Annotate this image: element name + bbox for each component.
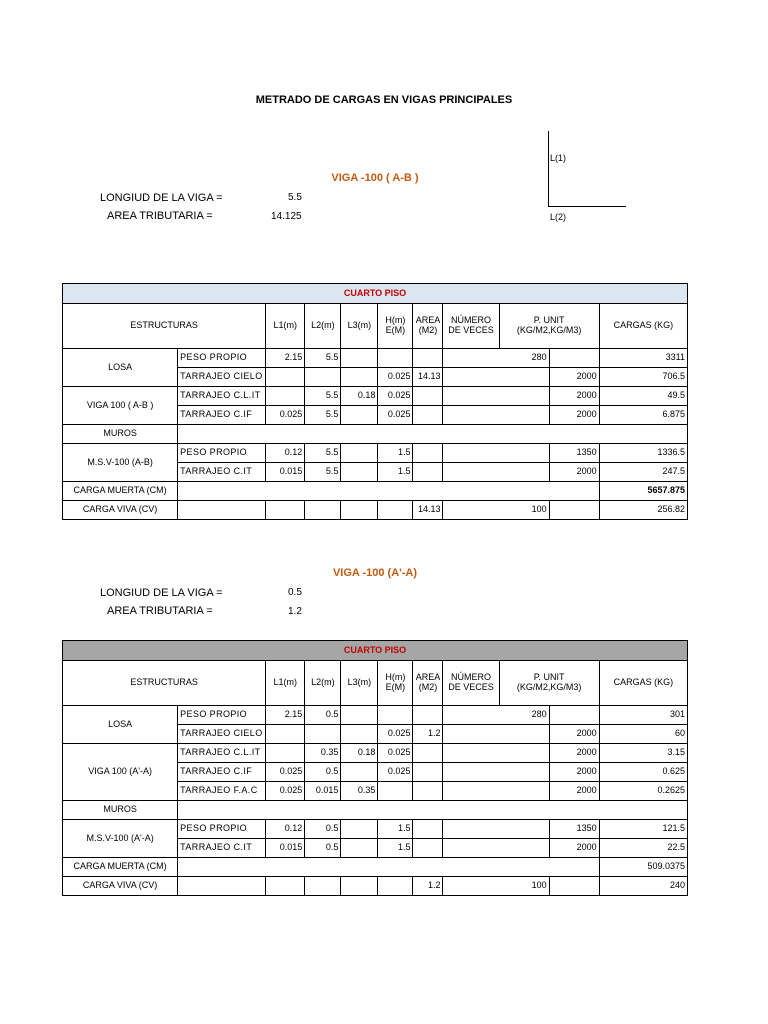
cell-punit: 2000: [549, 763, 599, 782]
col-l2: L2(m): [305, 304, 341, 349]
cell-l1: 0.025: [266, 406, 305, 425]
cell-carga: 301: [599, 706, 687, 725]
cell-l3: [341, 820, 378, 839]
col-cargas: CARGAS (KG): [599, 661, 687, 706]
longitud-label-1: LONGIUD DE LA VIGA =: [100, 192, 223, 204]
cell-punit: 2000: [549, 725, 599, 744]
table-row: [63, 425, 688, 444]
cell-l2: 5.5: [305, 406, 341, 425]
cell-num: [443, 406, 549, 425]
empty-cell: [266, 501, 305, 520]
row-label: PESO PROPIO: [178, 349, 266, 368]
cell-carga: 6.875: [599, 406, 687, 425]
viga-title-2: VIGA -100 (A'-A): [332, 567, 418, 579]
cell-h: 1.5: [378, 444, 413, 463]
cell-carga: 22.5: [599, 839, 687, 858]
cell-area: 1.2: [413, 725, 443, 744]
empty-cell: [305, 877, 341, 896]
cell-l2: [305, 725, 341, 744]
cm-value: 5657.875: [599, 482, 687, 501]
viga-title-1: VIGA -100 ( A-B ): [331, 172, 419, 184]
column-header-row: [63, 304, 688, 349]
cell-l1: [266, 387, 305, 406]
cell-num: [443, 368, 549, 387]
cell-carga: 3.15: [599, 744, 687, 763]
carga-muerta-row: [63, 858, 688, 877]
col-h: H(m) E(M): [378, 661, 413, 706]
row-label: PESO PROPIO: [178, 444, 266, 463]
cell-l1: 2.15: [266, 706, 305, 725]
column-header-row: [63, 661, 688, 706]
axis-vertical-line: [548, 131, 549, 206]
cell-carga: 3311: [599, 349, 687, 368]
cell-area: [413, 706, 443, 725]
table-row: [63, 387, 688, 406]
cell-area: [413, 387, 443, 406]
cell-l2: 0.5: [305, 706, 341, 725]
carga-viva-row: [63, 877, 688, 896]
cell-l3: [341, 706, 378, 725]
cell-l3: [341, 444, 378, 463]
cv-area: 1.2: [413, 877, 443, 896]
cell-num: [443, 839, 549, 858]
cell-l2: [305, 368, 341, 387]
document-title: METRADO DE CARGAS EN VIGAS PRINCIPALES: [255, 94, 513, 106]
table-row: [63, 444, 688, 463]
cell-l2: 0.5: [305, 763, 341, 782]
cell-l3: [341, 368, 378, 387]
cell-h: 0.025: [378, 725, 413, 744]
axis-label-l1: L(1): [550, 153, 567, 163]
table-row: [63, 820, 688, 839]
cell-punit: 1350: [549, 820, 599, 839]
row-label: PESO PROPIO: [178, 820, 266, 839]
longitud-value-2: 0.5: [288, 587, 302, 598]
cell-h: 1.5: [378, 820, 413, 839]
cell-num: [443, 725, 549, 744]
table-title-1: CUARTO PISO: [63, 284, 688, 304]
cell-h: 0.025: [378, 406, 413, 425]
cell-area: [413, 763, 443, 782]
cell-punit: 2000: [549, 387, 599, 406]
cell-l3: [341, 406, 378, 425]
axis-label-l2: L(2): [550, 212, 567, 222]
cell-carga: 60: [599, 725, 687, 744]
empty-cell: [341, 877, 378, 896]
cell-carga: 247.5: [599, 463, 687, 482]
col-l3: L3(m): [341, 661, 378, 706]
cv-value: 256.82: [599, 501, 687, 520]
cell-l3: 0.18: [341, 744, 378, 763]
row-label: TARRAJEO F.A.C: [178, 782, 266, 801]
cell-l2: 0.015: [305, 782, 341, 801]
col-l2: L2(m): [305, 661, 341, 706]
cell-area: [413, 444, 443, 463]
cell-carga: 1336.5: [599, 444, 687, 463]
cell-area: [413, 744, 443, 763]
empty-cell: [305, 501, 341, 520]
cell-l1: [266, 368, 305, 387]
cm-label: CARGA MUERTA (CM): [63, 482, 178, 501]
group-muros: MUROS: [63, 425, 178, 444]
empty-span: [178, 858, 600, 877]
cm-label: CARGA MUERTA (CM): [63, 858, 178, 877]
row-label: TARRAJEO C.L.IT: [178, 387, 266, 406]
empty-cell: [266, 877, 305, 896]
loads-table-2: [62, 640, 688, 896]
table-row: [63, 706, 688, 725]
cell-l2: 5.5: [305, 387, 341, 406]
cell-carga: 121.5: [599, 820, 687, 839]
cell-l1: 0.025: [266, 782, 305, 801]
table-title-2: CUARTO PISO: [63, 641, 688, 661]
cell-num: [443, 387, 549, 406]
cell-h: [378, 349, 413, 368]
area-label-2: AREA TRIBUTARIA =: [107, 605, 213, 617]
group-viga: VIGA 100 ( A-B ): [63, 387, 178, 425]
cell-l1: [266, 744, 305, 763]
cell-area: 14.13: [413, 368, 443, 387]
col-numero: NÚMERO DE VECES: [443, 661, 499, 706]
group-muros: MUROS: [63, 801, 178, 820]
row-label: TARRAJEO C.IF: [178, 763, 266, 782]
cell-l1: 0.025: [266, 763, 305, 782]
cell-l1: 2.15: [266, 349, 305, 368]
cell-l2: 5.5: [305, 349, 341, 368]
cell-punit: [549, 706, 599, 725]
cell-l1: 0.12: [266, 820, 305, 839]
cell-h: [378, 782, 413, 801]
col-estructuras: ESTRUCTURAS: [63, 304, 266, 349]
group-msv: M.S.V-100 (A-B): [63, 444, 178, 482]
cell-l2: 0.5: [305, 820, 341, 839]
cv-value: 240: [599, 877, 687, 896]
cv-label: CARGA VIVA (CV): [63, 877, 178, 896]
cell-l2: 5.5: [305, 463, 341, 482]
group-viga: VIGA 100 (A'-A): [63, 744, 178, 801]
cell-l3: [341, 349, 378, 368]
cell-l3: [341, 763, 378, 782]
cell-punit: 2000: [549, 782, 599, 801]
cell-h: 0.025: [378, 763, 413, 782]
row-label: TARRAJEO CIELO: [178, 368, 266, 387]
area-value-2: 1.2: [288, 606, 302, 617]
group-msv: M.S.V-100 (A'-A): [63, 820, 178, 858]
longitud-value-1: 5.5: [288, 192, 302, 203]
col-punit: P. UNIT (KG/M2,KG/M3): [499, 661, 599, 706]
cell-area: [413, 406, 443, 425]
empty-cell: [178, 877, 266, 896]
axis-horizontal-line: [548, 206, 626, 207]
empty-cell: [178, 501, 266, 520]
cell-l3: [341, 463, 378, 482]
empty-cell: [341, 501, 378, 520]
empty-cell: [378, 877, 413, 896]
cell-punit: 2000: [549, 368, 599, 387]
cell-carga: 706.5: [599, 368, 687, 387]
col-cargas: CARGAS (KG): [599, 304, 687, 349]
cell-l1: [266, 725, 305, 744]
col-area: AREA (M2): [413, 304, 443, 349]
area-label-1: AREA TRIBUTARIA =: [107, 210, 213, 222]
cell-l2: 5.5: [305, 444, 341, 463]
cm-value: 509.0375: [599, 858, 687, 877]
cell-area: [413, 349, 443, 368]
empty-span: [178, 425, 688, 444]
cell-num: [443, 744, 549, 763]
cv-label: CARGA VIVA (CV): [63, 501, 178, 520]
cell-punit: 2000: [549, 744, 599, 763]
cell-punit: 2000: [549, 463, 599, 482]
group-losa: LOSA: [63, 349, 178, 387]
cell-l2: 0.5: [305, 839, 341, 858]
table-row: [63, 744, 688, 763]
cv-num: 100: [443, 501, 549, 520]
empty-cell: [378, 501, 413, 520]
cell-l3: [341, 839, 378, 858]
col-h: H(m) E(M): [378, 304, 413, 349]
cell-carga: 0.2625: [599, 782, 687, 801]
cell-punit: [549, 349, 599, 368]
cell-num: [443, 782, 549, 801]
row-label: TARRAJEO C.IT: [178, 463, 266, 482]
cell-area: [413, 463, 443, 482]
cell-l3: [341, 725, 378, 744]
cell-punit: 2000: [549, 839, 599, 858]
longitud-label-2: LONGIUD DE LA VIGA =: [100, 587, 223, 599]
carga-viva-row: [63, 501, 688, 520]
cell-num: [443, 763, 549, 782]
col-l1: L1(m): [266, 304, 305, 349]
cell-carga: 0.625: [599, 763, 687, 782]
table-row: [63, 801, 688, 820]
empty-cell: [549, 501, 599, 520]
row-label: TARRAJEO CIELO: [178, 725, 266, 744]
col-punit: P. UNIT (KG/M2,KG/M3): [499, 304, 599, 349]
cell-l3: 0.18: [341, 387, 378, 406]
area-value-1: 14.125: [271, 211, 302, 222]
cell-l1: 0.015: [266, 463, 305, 482]
cell-area: [413, 820, 443, 839]
cell-carga: 49.5: [599, 387, 687, 406]
empty-cell: [549, 877, 599, 896]
cell-l2: 0.35: [305, 744, 341, 763]
empty-span: [178, 801, 688, 820]
cell-l1: 0.12: [266, 444, 305, 463]
cell-h: 0.025: [378, 744, 413, 763]
cell-h: [378, 706, 413, 725]
row-label: TARRAJEO C.L.IT: [178, 744, 266, 763]
carga-muerta-row: [63, 482, 688, 501]
table-row: [63, 349, 688, 368]
cell-area: [413, 782, 443, 801]
cell-num: [443, 820, 549, 839]
col-l3: L3(m): [341, 304, 378, 349]
cell-num: 280: [443, 349, 549, 368]
cell-num: 280: [443, 706, 549, 725]
col-l1: L1(m): [266, 661, 305, 706]
cell-num: [443, 463, 549, 482]
cell-h: 1.5: [378, 839, 413, 858]
col-area: AREA (M2): [413, 661, 443, 706]
cell-punit: 1350: [549, 444, 599, 463]
cell-h: 0.025: [378, 387, 413, 406]
cell-l3: 0.35: [341, 782, 378, 801]
cv-area: 14.13: [413, 501, 443, 520]
cell-area: [413, 839, 443, 858]
col-estructuras: ESTRUCTURAS: [63, 661, 266, 706]
cell-h: 0.025: [378, 368, 413, 387]
cell-punit: 2000: [549, 406, 599, 425]
loads-table-1: [62, 283, 688, 520]
empty-span: [178, 482, 600, 501]
col-numero: NÚMERO DE VECES: [443, 304, 499, 349]
cv-num: 100: [443, 877, 549, 896]
row-label: PESO PROPIO: [178, 706, 266, 725]
row-label: TARRAJEO C.IT: [178, 839, 266, 858]
row-label: TARRAJEO C.IF: [178, 406, 266, 425]
cell-num: [443, 444, 549, 463]
cell-h: 1.5: [378, 463, 413, 482]
group-losa: LOSA: [63, 706, 178, 744]
cell-l1: 0.015: [266, 839, 305, 858]
